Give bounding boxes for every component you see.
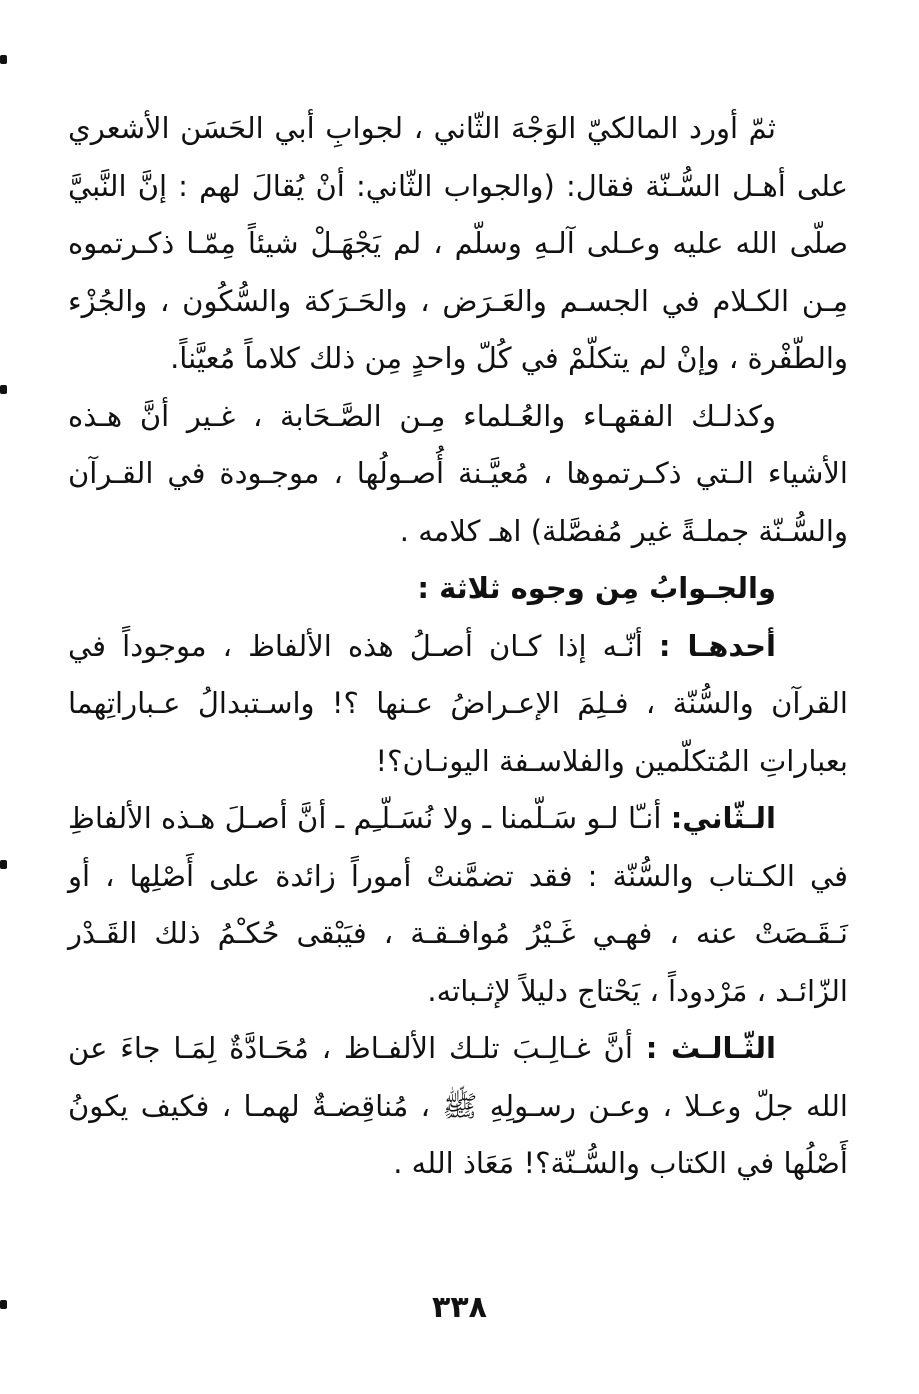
- paragraph-text: وكذلـك الفقهـاء والعُـلماء مِـن الصَّـحَابة ، غـير أنَّ هـذه الأشياء الـتي ذكـرتموها ، مُعيَّـنة أُصـولُها ، موجـودة في القـرآن والسُّـنّة جملـةً غير مُفصَّلة) اهـ كلامه .: [68, 398, 848, 548]
- paragraph-lead: الثّـالـث :: [645, 1031, 776, 1065]
- paragraph-text: أنّـه إذا كـان أصـلُ هذه الألفاظ ، موجوداً في القرآن والسُّنّة ، فـلِمَ الإعـراضُ عـنها ؟! واسـتبدالُ عـباراتِهما بعباراتِ المُتكلّمين والفلاسـفة اليونـان؟!: [68, 628, 848, 778]
- scan-edge-mark: [0, 55, 7, 64]
- paragraph: [68, 1020, 848, 1193]
- paragraph-lead: أحدهـا :: [658, 628, 776, 663]
- paragraph-text: ثمّ أورد المالكيّ الوَجْهَ الثّاني ، لجوابِ أبي الحَسَن الأشعري على أهـل السُّـنّة فقال: (والجواب الثّاني: أنْ يُقالَ لهم : إنَّ النَّبيَّ صلّى الله عليه وعـلى آلـهِ وسلّم ، لم يَجْهَـلْ شيئاً مِمّـا ذكـرتموه مِـن الكـلام في الجسـم والعَـرَض ، والحَـرَكة والسُّكُون ، والجُزْء والطّفْرة ، وإنْ لم يتكلّمْ في كُلّ واحدٍ مِن ذلك كلاماً مُعيَّناً.: [68, 111, 848, 375]
- body-text: [68, 100, 848, 1193]
- page-number: ٣٣٨: [432, 1290, 487, 1325]
- paragraph-text: والجـوابُ مِن وجوه ثلاثة :: [417, 571, 776, 605]
- paragraph: [68, 560, 848, 618]
- paragraph: [68, 100, 848, 388]
- scan-edge-mark: [0, 385, 7, 394]
- paragraph-text: أنـّا لـو سَـلّمنا ـ ولا نُسَـلّـِم ـ أنَّ أصـلَ هـذه الألفاظِ في الكـتاب والسُّنّة : فقد تضمَّنتْ أموراً زائدة على أَصْلِها ، أو نَـقَـصَتْ عنه ، فهـي غَـيْرُ مُوافـقـة ، فيَبْقى حُكـْمُ ذلك القَـدْر الزّائـد ، مَرْدوداً ، يَحْتاج دليلاً لإثـباته.: [68, 801, 848, 1008]
- paragraph: [68, 618, 848, 791]
- paragraph-text: أنَّ غـالِـبَ تلـك الألفـاظ ، مُحَـادَّةٌ لِمَـا جاءَ عن الله جلّ وعـلا ، وعـن رسـولِهِ ﷺ ، مُناقِضـةٌ لهمـا ، فكيف يكونُ أَصْلُها في الكتاب والسُّـنّة؟! مَعَاذ الله .: [68, 1031, 848, 1180]
- paragraph-lead: الـثّاني:: [670, 801, 776, 835]
- paragraph: [68, 790, 848, 1020]
- paragraph: [68, 388, 848, 561]
- scan-edge-mark: [0, 860, 7, 869]
